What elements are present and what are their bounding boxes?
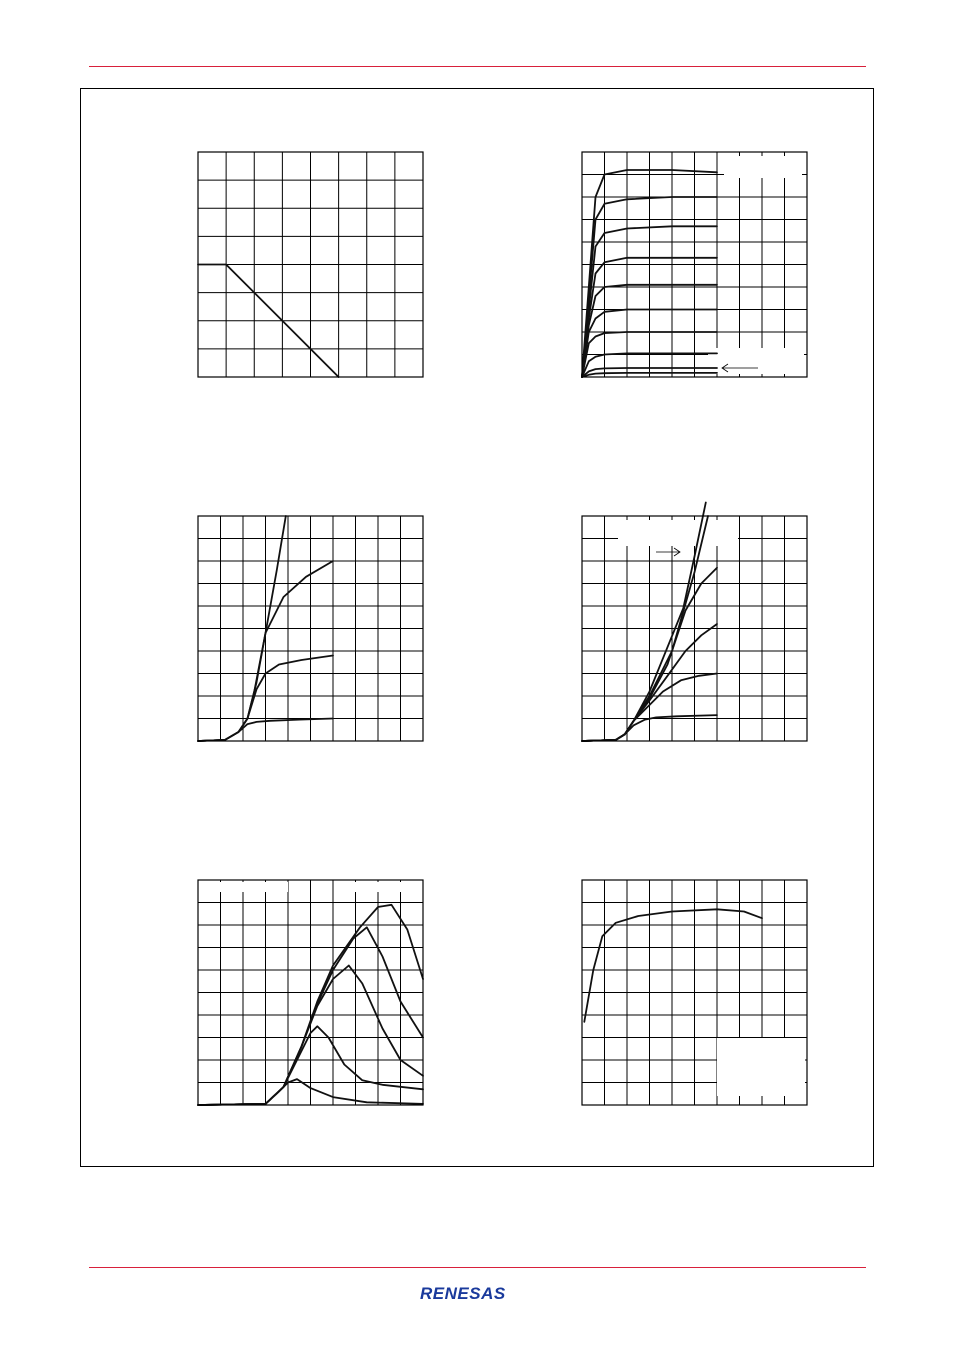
series-line-1: [584, 909, 762, 1022]
label-area: [717, 1038, 805, 1096]
grid-lines: [582, 152, 807, 377]
grid-lines: [198, 152, 423, 377]
arrow-icon: [656, 548, 680, 556]
grid-lines: [198, 516, 423, 741]
grid-lines: [198, 880, 423, 1105]
footer-rule: [89, 1267, 866, 1268]
label-area: [618, 520, 738, 546]
renesas-logo: RENESAS: [420, 1284, 506, 1303]
chart-5-peaked-curves: [198, 880, 423, 1105]
label-area: [724, 156, 802, 178]
label-area: [218, 882, 288, 892]
chart-3-curves: [198, 516, 423, 741]
chart-2-output-characteristics: [582, 152, 807, 377]
label-area: [336, 882, 418, 892]
chart-6-curve: [582, 880, 807, 1105]
chart-4-curves: [582, 516, 807, 741]
label-area: [708, 348, 804, 374]
grid-lines: [582, 516, 807, 741]
chart-1-power-derating: [198, 152, 423, 377]
header-rule: [89, 66, 866, 67]
